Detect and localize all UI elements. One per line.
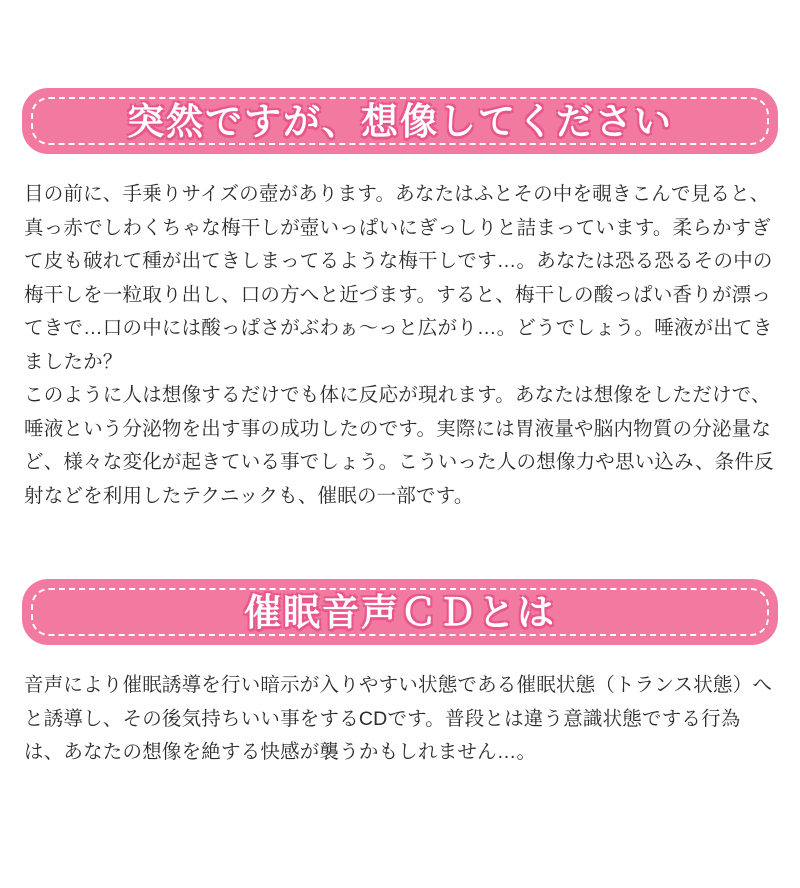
- section-heading-1: [22, 88, 778, 154]
- section-heading-2: [22, 579, 778, 645]
- paragraph: 音声により催眠誘導を行い暗示が入りやすい状態である催眠状態（トランス状態）へと誘導し、その後気持ちいい事をするCDです。普段とは違う意識状態でする行為は、あなたの想像を絶する快感が襲うかもしれません…。: [24, 674, 773, 764]
- paragraph: このように人は想像するだけでも体に反応が現れます。あなたは想像をしただけで、唾液という分泌物を出す事の成功したのです。実際には胃液量や脳内物質の分泌量など、様々な変化が起きている事でしょう。こういった人の想像力や思い込み、条件反射などを利用したテクニックも、催眠の一部です。: [24, 384, 774, 507]
- document-page: [0, 88, 800, 888]
- section-body-1: [22, 178, 778, 513]
- paragraph: 目の前に、手乗りサイズの壺があります。あなたはふとその中を覗きこんで見ると、真っ赤でしわくちゃな梅干しが壺いっぱいにぎっしりと詰まっています。柔らかすぎて皮も破れて種が出てきしまってるような梅干しです…。あなたは恐る恐るその中の梅干しを一粒取り出し、口の方へと近づます。すると、梅干しの酸っぱい香りが漂ってきで…口の中には酸っぱさがぶわぁ〜っと広がり…。どうでしょう。唾液が出てきましたか？: [24, 183, 773, 373]
- section-heading-1-label: 突然ですが、想像してください: [127, 100, 673, 142]
- section-body-2: [22, 669, 778, 770]
- section-heading-2-label: 催眠音声ＣＤとは: [244, 591, 556, 633]
